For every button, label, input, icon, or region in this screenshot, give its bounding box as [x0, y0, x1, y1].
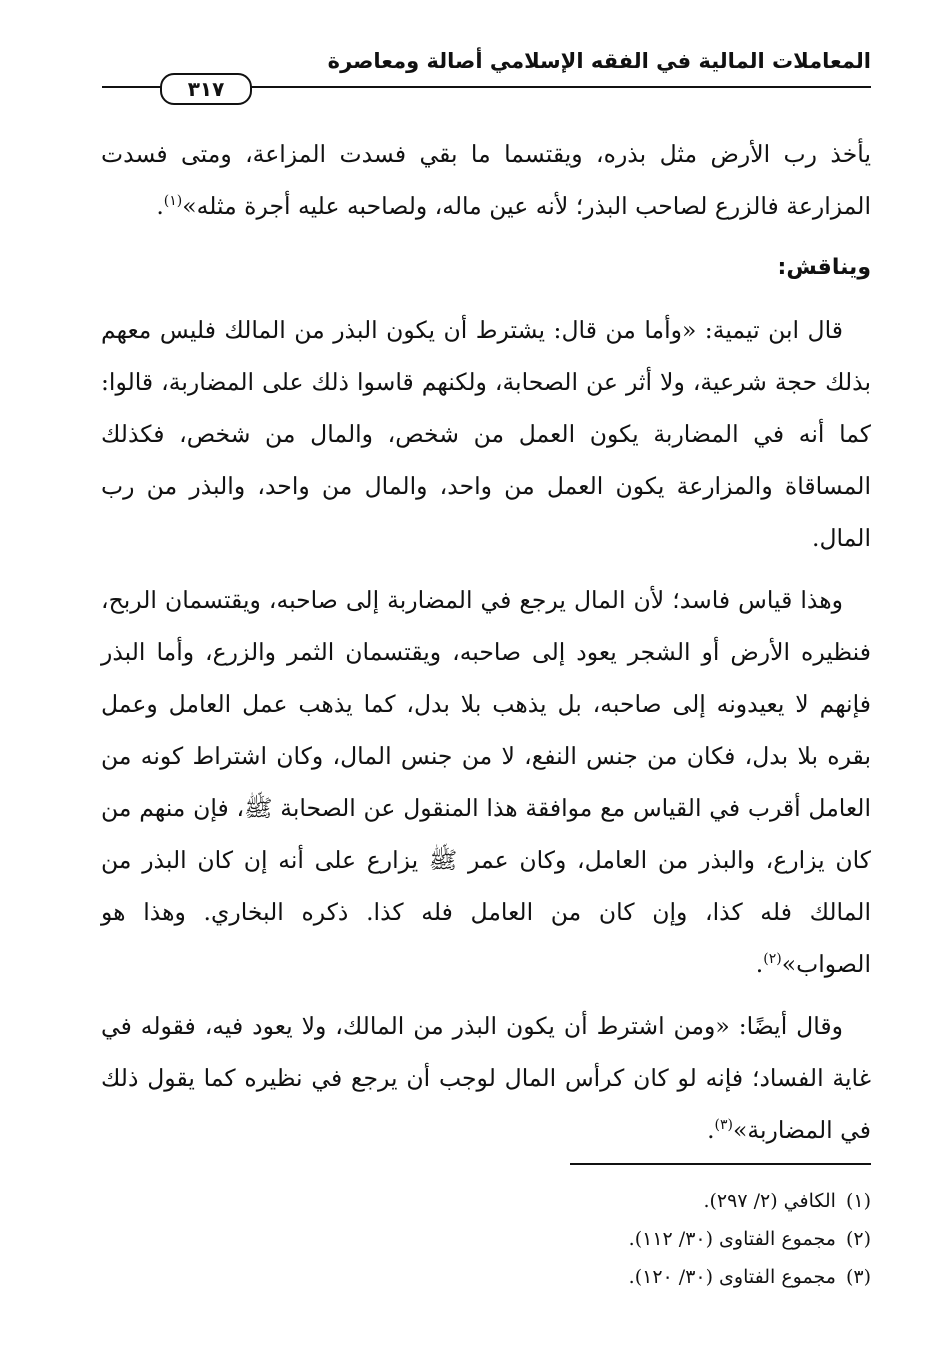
paragraph-2: قال ابن تيمية: «وأما من قال: يشترط أن يكون البذر من المالك فليس معهم بذلك حجة شرعية، ولا أثر عن الصحابة، ولكنهم قاسوا ذلك على المضاربة، قالوا: كما أنه في المضاربة يكون العمل من شخص، والمال من شخص، فكذلك المساقاة والمزارعة يكون العمل من واحد، والمال من واحد، والبذر من رب المال.: [101, 316, 871, 552]
section-heading: ويناقش:: [777, 255, 871, 280]
paragraph-4-text: وقال أيضًا: «ومن اشترط أن يكون البذر من المالك، ولا يعود فيه، فقوله في غاية الفساد؛ فإنه لو كان كرأس المال لوجب أن يرجع في نظيره كما يقول ذلك في المضاربة»: [101, 1012, 871, 1144]
paragraph-1-text: يأخذ رب الأرض مثل بذره، ويقتسما ما بقي فسدت المزاعة، ومتى فسدت المزارعة فالزرع لصاحب البذر؛ لأنه عين ماله، ولصاحبه عليه أجرة مثله»: [101, 140, 871, 220]
page-number: ٣١٧: [160, 73, 252, 105]
paragraph-3-text: وهذا قياس فاسد؛ لأن المال يرجع في المضاربة إلى صاحبه، ويقتسمان الربح، فنظيره الأرض أو الشجر يعود إلى صاحبه، ويقتسمان الثمر والزرع، وأما البذر فإنهم لا يعيدونه إلى صاحبه، بل يذهب بلا بدل، كما يذهب عمل العامل وعمل بقره بلا بدل، فكان من جنس النفع، لا من جنس المال، وكان اشتراط كونه من العامل أقرب في القياس مع موافقة هذا المنقول عن الصحابة ﷺ، فإن منهم من كان يزارع، والبذر من العامل، وكان عمر ﷺ يزارع على أنه إن كان البذر من المالك فله كذا، وإن كان من العامل فله كذا. ذكره البخاري. وهذا هو الصواب»: [101, 586, 871, 978]
footnotes: [101, 1182, 871, 1296]
paragraph-3: [101, 574, 871, 990]
footnote-rule: [570, 1163, 871, 1165]
footnote-text: الكافي (٢/ ٢٩٧).: [703, 1190, 836, 1212]
footnote-1: [101, 1182, 871, 1220]
footnote-text: مجموع الفتاوى (٣٠/ ١٢٠).: [628, 1266, 836, 1288]
footnote-number: (٣): [845, 1266, 871, 1288]
paragraph-1-end: .: [156, 192, 164, 220]
footnote-ref-3: (٣): [714, 1117, 734, 1134]
paragraph-3-end: .: [755, 950, 764, 978]
footnote-text: مجموع الفتاوى (٣٠/ ١١٢).: [628, 1228, 836, 1250]
footnote-2: [101, 1220, 871, 1258]
footnote-3: [101, 1258, 871, 1296]
running-title: المعاملات المالية في الفقه الإسلامي أصالة ومعاصرة: [327, 49, 871, 73]
footnote-ref-2: (٢): [763, 951, 782, 968]
body-text: [101, 128, 871, 1166]
footnote-number: (٢): [845, 1228, 871, 1250]
footnote-number: (١): [845, 1190, 871, 1212]
footnote-ref-1: (١): [163, 193, 183, 210]
paragraph-4-end: .: [707, 1116, 715, 1144]
paragraph-1: [101, 128, 871, 232]
paragraph-4: [101, 1000, 871, 1156]
